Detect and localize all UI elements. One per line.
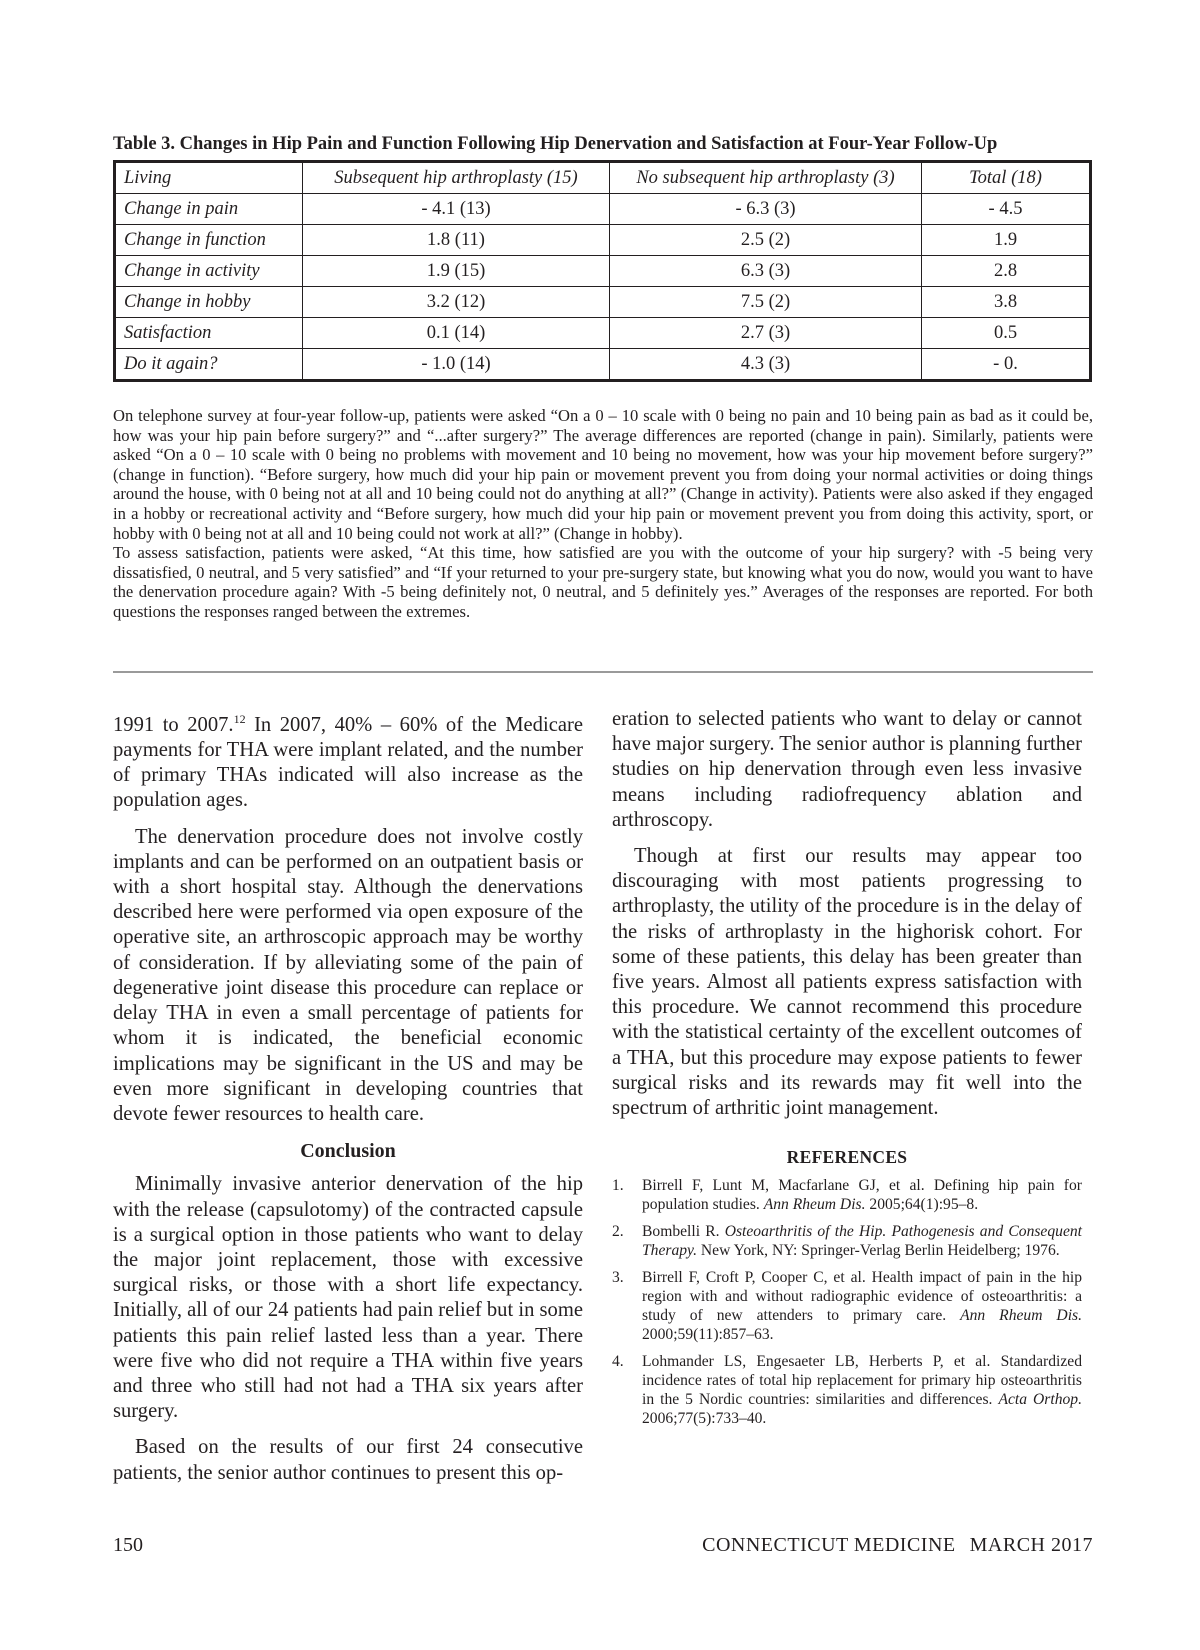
reference-item — [612, 1268, 1082, 1344]
table-cell: 2.5 (2) — [610, 225, 922, 256]
table-header-cell: Subsequent hip arthroplasty (15) — [303, 162, 610, 194]
section-divider — [113, 671, 1093, 673]
table-cell: - 1.0 (14) — [303, 349, 610, 381]
references-list — [612, 1176, 1082, 1428]
table-row-label: Change in pain — [115, 194, 303, 225]
table-cell: 3.8 — [922, 287, 1091, 318]
footnote-paragraph: On telephone survey at four-year follow-up, patients were asked “On a 0 – 10 scale with 0 being no pain and 10 being pain as bad as it could be, how was your hip pain before surgery?” and “...after surgery?” The average differences are reported (change in pain). Similarly, patients were asked “On a 0 – 10 scale with 0 being no problems with movement and 10 being no movement, how was your hip movement before surgery?” (change in function). “Before surgery, how much did your hip pain or movement prevent you from doing your normal activities or doing things around the house, with 0 being not at all and 10 being could not do anything at all?” (Change in activity). Patients were also asked if they engaged in a hobby or recreational activity and “Before surgery, how much did your hip pain or movement prevent you from doing this activity, sport, or hobby with 0 being not at all and 10 being could not work at all?” (Change in hobby). — [113, 406, 1093, 543]
table-cell: 1.9 — [922, 225, 1091, 256]
left-column — [113, 707, 583, 1486]
table-row — [115, 225, 1091, 256]
journal-footer — [702, 1534, 1093, 1557]
results-table — [113, 160, 1092, 382]
paragraph-text: 1991 to 2007. — [113, 713, 234, 736]
reference-text: Lohmander LS, Engesaeter LB, Herberts P, et al. Standardized incidence rates of total hip replacement for primary hip osteoarthritis in the 5 Nordic countries: similarities and differences. Acta Orthop. 2006;77(5):733–40. — [642, 1353, 1082, 1428]
table-row — [115, 318, 1091, 349]
table-header-cell: No subsequent hip arthroplasty (3) — [610, 162, 922, 194]
table-header-row — [115, 162, 1091, 194]
table-row — [115, 194, 1091, 225]
table-cell: 0.1 (14) — [303, 318, 610, 349]
table-row-label: Change in function — [115, 225, 303, 256]
right-column — [612, 707, 1082, 1436]
body-paragraph: Though at first our results may appear too discouraging with most patients progressing to arthroplasty, the utility of the procedure is in the delay of the risks of arthroplasty in the highorisk cohort. For some of these patients, this delay has been greater than five years. Almost all patients express satisfaction with this procedure. We cannot recommend this procedure with the statistical certainty of the excellent outcomes of a THA, but this procedure may expose patients to fewer surgical risks and its rewards may fit well into the spectrum of arthritic joint management. — [612, 845, 1082, 1120]
references-heading: REFERENCES — [786, 1147, 908, 1168]
reference-item — [612, 1222, 1082, 1260]
body-paragraph: Minimally invasive anterior denervation of the hip with the release (capsulotomy) of the contracted capsule is a surgical option in those patients who want to delay the major joint replacement, those with excessive surgical risks, or those with a short life expectancy. Initially, all of our 24 patients had pain relief but in some patients this pain relief lasted less than a year. There were five who did not require a THA within five years and three who still had not had a THA six years after surgery. — [113, 1173, 583, 1423]
reference-item — [612, 1176, 1082, 1214]
table-title: Table 3. Changes in Hip Pain and Function Following Hip Denervation and Satisfaction at Four-Year Follow-Up — [113, 134, 998, 154]
body-paragraph — [113, 707, 583, 814]
table-cell: 2.8 — [922, 256, 1091, 287]
body-paragraph: eration to selected patients who want to delay or cannot have major surgery. The senior author is planning further studies on hip denervation through even less invasive means including radiofrequency ablation and arthroscopy. — [612, 708, 1082, 831]
table-cell: 2.7 (3) — [610, 318, 922, 349]
conclusion-heading: Conclusion — [300, 1140, 396, 1163]
citation-superscript: 12 — [233, 712, 246, 726]
table-row — [115, 256, 1091, 287]
reference-number: 3. — [612, 1269, 624, 1287]
reference-text: Bombelli R. Osteoarthritis of the Hip. Pathogenesis and Consequent Therapy. New York, NY: Springer-Verlag Berlin Heidelberg; 1976. — [642, 1223, 1082, 1260]
table-row-label: Change in activity — [115, 256, 303, 287]
reference-number: 1. — [612, 1177, 624, 1195]
reference-text: Birrell F, Lunt M, Macfarlane GJ, et al. Defining hip pain for population studies. Ann Rheum Dis. 2005;64(1):95–8. — [642, 1177, 1082, 1214]
journal-name: CONNECTICUT MEDICINE — [702, 1534, 956, 1556]
reference-number: 2. — [612, 1223, 624, 1241]
footnote-paragraph: To assess satisfaction, patients were asked, “At this time, how satisfied are you with the outcome of your hip surgery? with -5 being very dissatisfied, 0 neutral, and 5 very satisfied” and “If your returned to your pre-surgery state, but knowing what you do now, would you want to have the denervation procedure again? With -5 being definitely not, 0 neutral, and 5 definitely yes.” Averages of the responses are reported. For both questions the responses ranged between the extremes. — [113, 543, 1093, 621]
table-cell: 1.9 (15) — [303, 256, 610, 287]
table-cell: 1.8 (11) — [303, 225, 610, 256]
table-cell: 3.2 (12) — [303, 287, 610, 318]
table-cell: - 4.5 — [922, 194, 1091, 225]
table-header-cell: Total (18) — [922, 162, 1091, 194]
table-row-label: Do it again? — [115, 349, 303, 381]
issue-date: MARCH 2017 — [969, 1534, 1093, 1556]
page-number: 150 — [113, 1534, 143, 1556]
table-cell: 7.5 (2) — [610, 287, 922, 318]
table-header-cell: Living — [115, 162, 303, 194]
table-cell: 4.3 (3) — [610, 349, 922, 381]
table-row-label: Satisfaction — [115, 318, 303, 349]
table-row — [115, 287, 1091, 318]
body-paragraph: The denervation procedure does not involve costly implants and can be performed on an outpatient basis or with a short hospital stay. Although the denervations described here were performed via open exposure of the operative site, an arthroscopic approach may be worthy of consideration. If by alleviating some of the pain of degenerative joint disease this procedure can replace or delay THA in even a small percentage of patients for whom it is indicated, the beneficial economic implications may be significant in the US and may be even more significant in developing countries that devote fewer resources to health care. — [113, 825, 583, 1125]
table-row — [115, 349, 1091, 381]
table-cell: - 6.3 (3) — [610, 194, 922, 225]
reference-number: 4. — [612, 1353, 624, 1371]
reference-text: Birrell F, Croft P, Cooper C, et al. Health impact of pain in the hip region with and without radiographic evidence of osteoarthritis: a study of new attenders to primary care. Ann Rheum Dis. 2000;59(11):857–63. — [642, 1269, 1082, 1344]
table-footnote — [113, 406, 1093, 622]
table-row-label: Change in hobby — [115, 287, 303, 318]
reference-item — [612, 1352, 1082, 1428]
table-cell: - 0. — [922, 349, 1091, 381]
body-paragraph: Based on the results of our first 24 consecutive patients, the senior author continues to present this op- — [113, 1436, 583, 1484]
paragraph-text: In 2007, 40% – 60% of the Medicare payments for THA were implant related, and the number of primary THAs indicated will also increase as the population ages. — [113, 713, 583, 812]
table-cell: - 4.1 (13) — [303, 194, 610, 225]
table-cell: 6.3 (3) — [610, 256, 922, 287]
table-cell: 0.5 — [922, 318, 1091, 349]
